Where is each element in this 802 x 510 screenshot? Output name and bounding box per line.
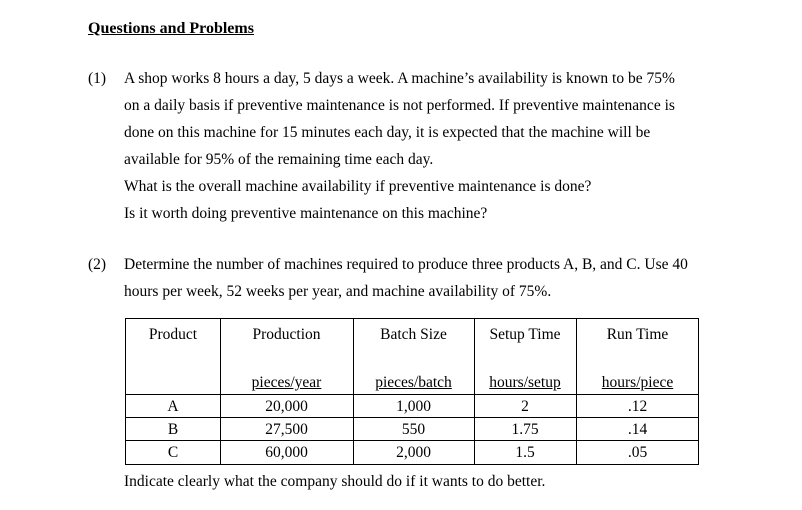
problem-1-number: (1) <box>88 70 107 87</box>
table-cell-run-time: .12 <box>627 398 648 415</box>
table-cell-batch-size: 550 <box>401 421 426 438</box>
table-cell-batch-size: 2,000 <box>396 444 431 461</box>
problem-1-line-6: Is it worth doing preventive maintenance on this machine? <box>124 205 488 222</box>
table-cell-production: 60,000 <box>265 444 308 461</box>
problem-1-line-1: A shop works 8 hours a day, 5 days a week. A machine’s availability is known to be 75% <box>124 70 675 87</box>
table-cell-setup-time: 1.5 <box>515 444 535 461</box>
problem-1-line-5: What is the overall machine availability if preventive maintenance is done? <box>124 178 592 195</box>
table-header-product: Product <box>148 326 198 343</box>
table-unit-production: pieces/year <box>251 374 322 391</box>
problem-2-line-2: hours per week, 52 weeks per year, and machine availability of 75%. <box>124 283 552 300</box>
table-divider <box>126 440 698 441</box>
table-header-batch-size: Batch Size <box>380 326 447 343</box>
page-heading: Questions and Problems <box>88 20 254 37</box>
machine-data-table <box>125 318 699 465</box>
table-cell-run-time: .05 <box>627 444 648 461</box>
table-cell-setup-time: 2 <box>521 398 529 415</box>
table-header-production: Production <box>252 326 321 343</box>
problem-2-number: (2) <box>88 256 107 273</box>
table-unit-batch-size: pieces/batch <box>375 374 452 391</box>
table-cell-product: A <box>167 398 179 415</box>
problem-2-footer: Indicate clearly what the company should do if it wants to do better. <box>124 473 546 490</box>
table-header-run-time: Run Time <box>606 326 669 343</box>
table-divider <box>126 417 698 418</box>
problem-1-line-3: done on this machine for 15 minutes each day, it is expected that the machine will be <box>124 124 651 141</box>
table-cell-production: 20,000 <box>265 398 308 415</box>
table-unit-setup-time: hours/setup <box>489 374 561 391</box>
problem-1-line-2: on a daily basis if preventive maintenance is not performed. If preventive maintenance is <box>124 97 675 114</box>
table-cell-product: C <box>167 444 179 461</box>
table-cell-batch-size: 1,000 <box>396 398 431 415</box>
table-header-setup-time: Setup Time <box>489 326 561 343</box>
table-divider <box>126 394 698 395</box>
problem-2-line-1: Determine the number of machines required to produce three products A, B, and C. Use 40 <box>124 256 688 273</box>
table-cell-product: B <box>167 421 179 438</box>
table-cell-run-time: .14 <box>627 421 648 438</box>
table-unit-run-time: hours/piece <box>601 374 674 391</box>
table-cell-production: 27,500 <box>265 421 308 438</box>
problem-1-line-4: available for 95% of the remaining time each day. <box>124 151 434 168</box>
table-cell-setup-time: 1.75 <box>511 421 539 438</box>
